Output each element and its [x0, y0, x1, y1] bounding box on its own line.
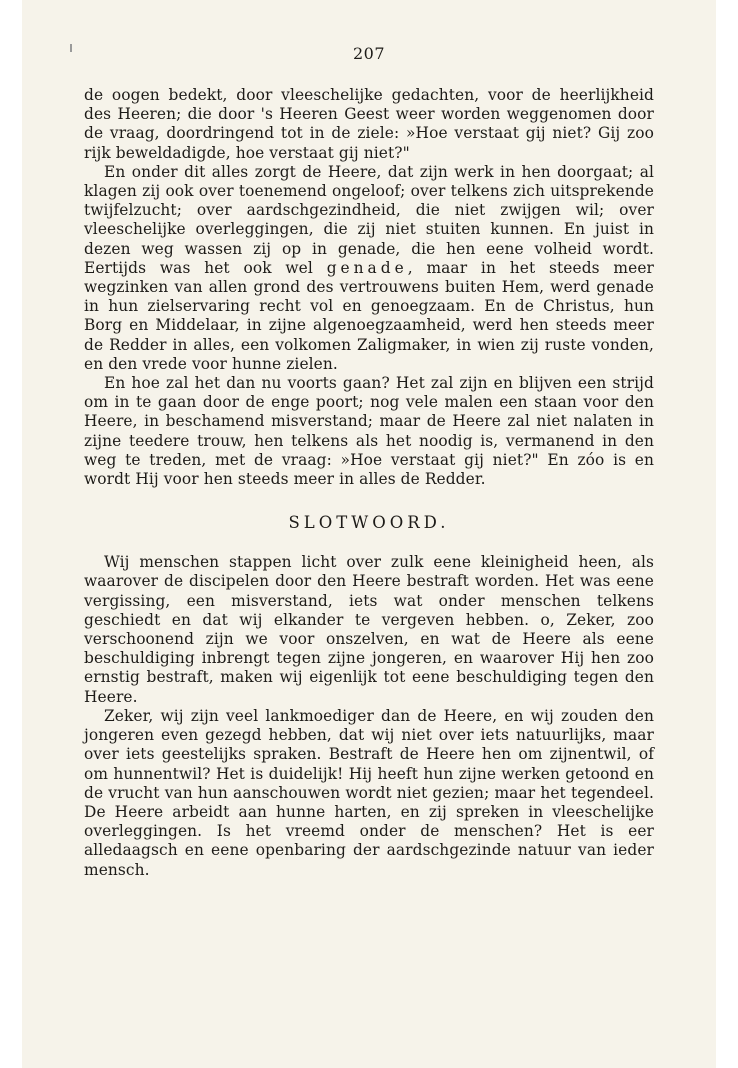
paragraph-grace-before: En onder dit alles zorgt de Heere, dat zijn werk in hen doorgaat; al klagen zij ook over toenemend ongeloof; over telkens zich uitsprekende twijfelzucht; over aardschgezindheid, die niet zwijgen wil; over vleeschelijke overleggingen, die zij niet stuiten kunnen. En juist in dezen weg wassen zij op in genade, die hen eene volheid wordt. Eertijds was het ook wel: [84, 162, 654, 277]
paragraph-grace-after: , maar in het steeds meer wegzinken van allen grond des vertrouwens buiten Hem, werd genade in hun zielservaring recht vol en genoegzaam. En de Christus, hun Borg en Middelaar, in zijne algenoegzaamheid, werd hen steeds meer de Redder in alles, een volkomen Zaligmaker, in wien zij ruste vonden, en den vrede voor hunne zielen.: [84, 258, 654, 373]
slotwoord-paragraph-2: Zeker, wij zijn veel lankmoediger dan de Heere, en wij zouden den jongeren even gezegd hebben, dat wij niet over iets natuurlijks, maar over iets geestelijks spraken. Bestraft de Heere hen om zijnentwil, of om hunnentwil? Het is duidelijk! Hij heeft hun zijne werken getoond en de vrucht van hun aanschouwen wordt niet gezien; maar het tegendeel. De Heere arbeidt aan hunne harten, en zij spreken in vleeschelijke overleggingen. Is het vreemd onder de menschen? Het is eer alledaagsch en eene openbaring der aardschgezinde natuur van ieder mensch.: [84, 706, 654, 879]
book-page: [22, 0, 716, 1068]
margin-mark: [70, 44, 72, 52]
page-number: 207: [352, 44, 386, 63]
section-title: SLOTWOORD.: [288, 513, 450, 533]
paragraph-future: En hoe zal het dan nu voorts gaan? Het zal zijn en blijven een strijd om in te gaan door de enge poort; nog vele malen een staan voor den Heere, in beschamend misverstand; maar de Heere zal niet nalaten in zijne teedere trouw, hen telkens als het noodig is, vermanend in den weg te treden, met de vraag: »Hoe verstaat gij niet?" En zóo is en wordt Hij voor hen steeds meer in alles de Redder.: [84, 374, 654, 489]
paragraph-continued: de oogen bedekt, door vleeschelijke gedachten, voor de heerlijkheid des Heeren; die door 's Heeren Geest weer worden weggenomen door de vraag, doordringend tot in de ziele: »Hoe verstaat gij niet? Gij zoo rijk beweldadigde, hoe verstaat gij niet?": [84, 86, 654, 162]
emphasis-genade: genade: [326, 258, 408, 277]
slotwoord-paragraph-1: Wij menschen stappen licht over zulk eene kleinigheid heen, als waarover de discipelen door den Heere bestraft worden. Het was eene vergissing, een misverstand, iets wat onder menschen telkens geschiedt en dat wij elkander te vergeven hebben. o, Zeker, zoo verschoonend zijn we voor onszelven, en wat de Heere als eene beschuldiging inbrengt tegen zijne jongeren, en waarover Hij hen zoo ernstig bestraft, maken wij eigenlijk tot eene beschuldiging tegen den Heere.: [84, 553, 654, 706]
paragraph-grace: [84, 163, 654, 374]
